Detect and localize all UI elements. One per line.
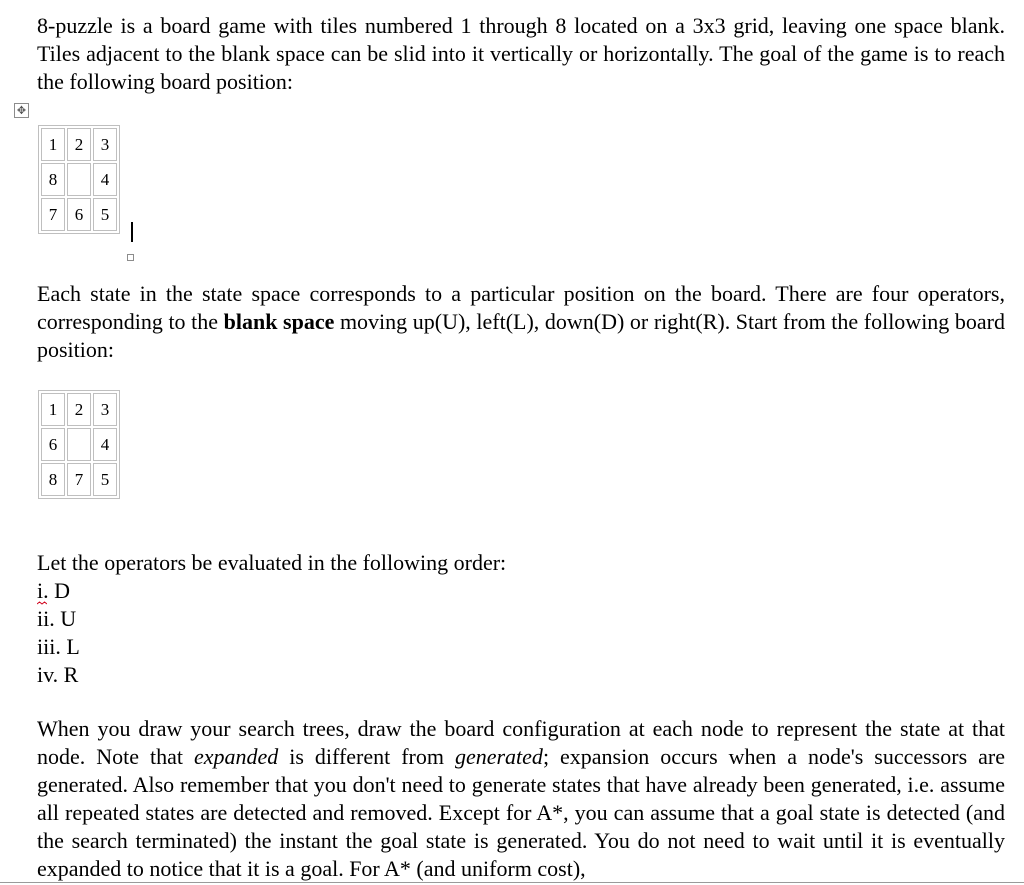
page-bottom-divider [0,882,1024,883]
start-cell: 2 [67,393,91,426]
goal-cell: 3 [93,128,117,161]
goal-cell: 6 [67,198,91,231]
goal-cell: 4 [93,163,117,196]
start-cell: 5 [93,463,117,496]
search-text-2: is different from [278,744,455,769]
start-cell: 8 [41,463,65,496]
operator-item: iv. R [37,662,79,687]
search-text-1: When you draw your search trees, draw the board configuration at each node to represent the state at that node. Note that [37,716,1005,769]
state-space-text-2: moving up(U), left(L), down(D) or right(R). Start from the following board position: [37,309,1005,362]
goal-cell [67,163,91,196]
start-cell: 7 [67,463,91,496]
text-cursor [131,222,133,242]
start-cell [67,428,91,461]
start-cell: 6 [41,428,65,461]
intro-paragraph: 8-puzzle is a board game with tiles numbered 1 through 8 located on a 3x3 grid, leaving one space blank. Tiles adjacent to the blank space can be slid into it vertically or horizontally. The goal of the game is to reach the following board position: [37,13,1005,94]
operator-item: iii. L [37,634,80,659]
goal-cell: 7 [41,198,65,231]
move-anchor-icon[interactable]: ✥ [14,103,29,118]
start-cell: 1 [41,393,65,426]
goal-cell: 8 [41,163,65,196]
start-board [38,390,120,499]
goal-board [38,125,120,234]
operator-item: ii. U [37,606,77,631]
start-cell: 4 [93,428,117,461]
operator-item: i. D [37,578,70,603]
goal-cell: 5 [93,198,117,231]
search-trees-paragraph [37,715,1005,883]
state-space-text-1: Each state in the state space corresponds to a particular position on the board. There are four operators, corresponding to the [37,281,1005,334]
search-text-3: ; expansion occurs when a node's successors are generated. Also remember that you don't need to generate states that have already been generated, i.e. assume all repeated states are detected and removed. Except for A*, you can assume that a goal state is detected (and the search terminated) the instant the goal state is generated. You do not need to wait until it is eventually expanded to notice that it is a goal. For A* (and uniform cost), [37,744,1005,881]
state-space-paragraph [37,280,1005,364]
order-intro: Let the operators be evaluated in the following order: [37,550,507,575]
expanded-italic: expanded [193,744,279,769]
blank-space-bold: blank space [223,309,335,334]
resize-handle-icon[interactable] [127,254,134,261]
generated-italic: generated [454,744,543,769]
goal-cell: 1 [41,128,65,161]
start-cell: 3 [93,393,117,426]
goal-cell: 2 [67,128,91,161]
